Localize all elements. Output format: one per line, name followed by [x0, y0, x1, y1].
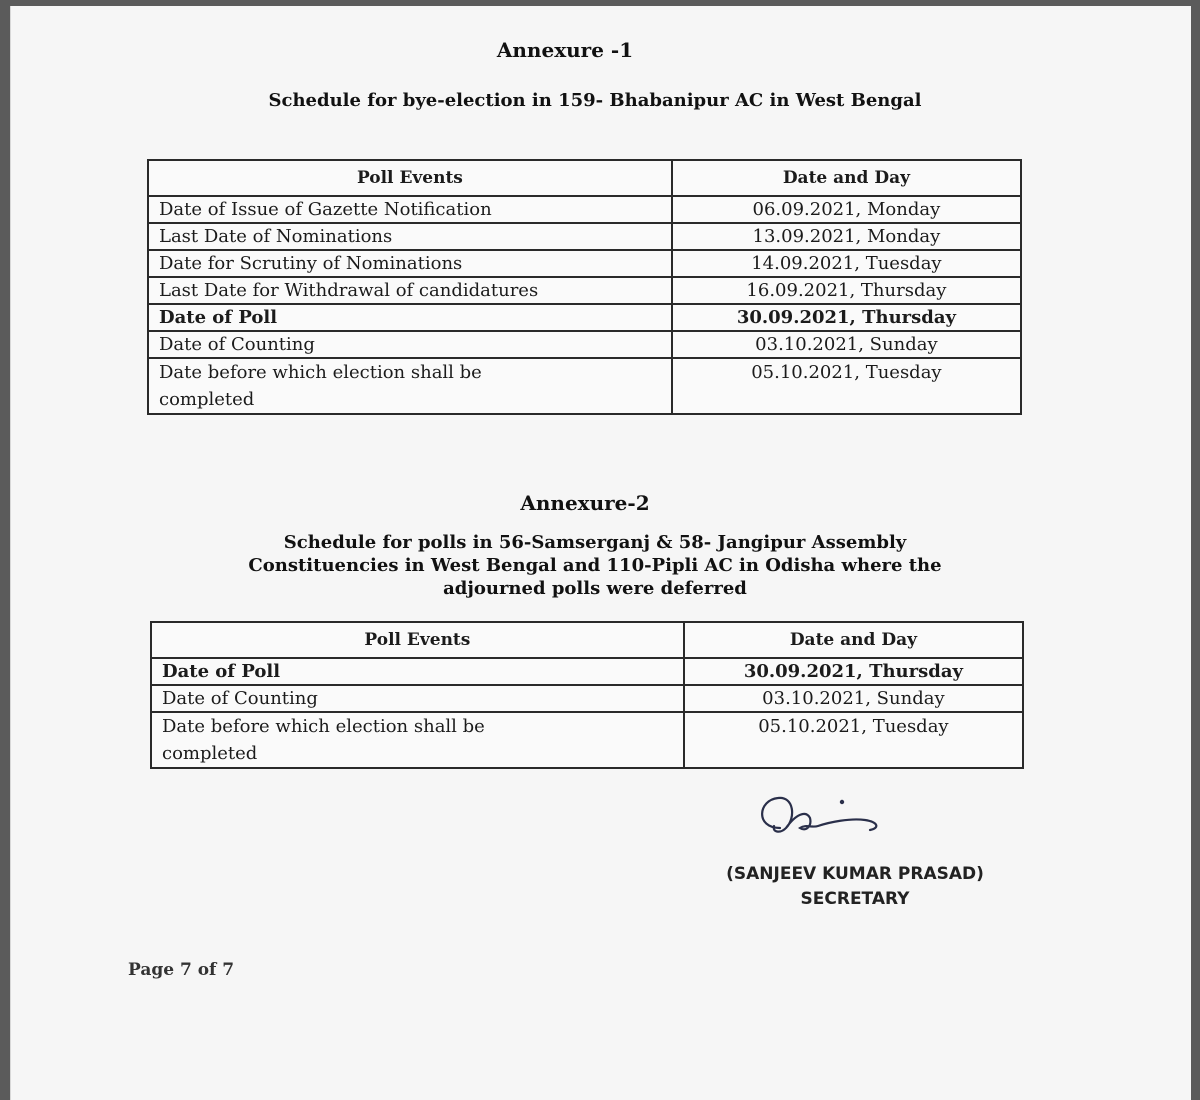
poll-event: Last Date of Nominations: [148, 223, 672, 250]
signatory-designation: SECRETARY: [800, 889, 910, 909]
column-header-poll-events: Poll Events: [151, 622, 684, 658]
signatory-block: [660, 862, 1050, 912]
annexure-1-subtitle: Schedule for bye-election in 159- Bhabanipur AC in West Bengal: [268, 90, 922, 111]
table-row: [148, 358, 1021, 414]
poll-event: Date of Issue of Gazette Notification: [148, 196, 672, 223]
poll-event: Date before which election shall be completed: [148, 358, 672, 414]
table-header-row: [148, 160, 1021, 196]
annexure-2-title: Annexure-2: [520, 491, 650, 515]
table-header-row: [151, 622, 1023, 658]
event-date: 13.09.2021, Monday: [672, 223, 1021, 250]
table-row-highlight: [148, 304, 1021, 331]
table-row-highlight: [151, 658, 1023, 685]
poll-event: Date for Scrutiny of Nominations: [148, 250, 672, 277]
event-date: 30.09.2021, Thursday: [684, 658, 1023, 685]
column-header-date-and-day: Date and Day: [672, 160, 1021, 196]
event-date: 05.10.2021, Tuesday: [672, 358, 1021, 414]
subtitle-line: adjourned polls were deferred: [443, 578, 747, 599]
subtitle-line: Schedule for polls in 56-Samserganj & 58- Jangipur Assembly: [283, 532, 907, 553]
table-row: [148, 223, 1021, 250]
event-date: 05.10.2021, Tuesday: [684, 712, 1023, 768]
event-date: 30.09.2021, Thursday: [672, 304, 1021, 331]
page-number: Page 7 of 7: [128, 960, 235, 980]
event-date: 03.10.2021, Sunday: [672, 331, 1021, 358]
subtitle-line: Constituencies in West Bengal and 110-Pipli AC in Odisha where the: [248, 555, 942, 576]
event-date: 16.09.2021, Thursday: [672, 277, 1021, 304]
handwritten-signature: [750, 788, 920, 848]
annexure-2-table: [150, 621, 1024, 769]
table-row: [148, 331, 1021, 358]
table-row: [148, 277, 1021, 304]
poll-event: Last Date for Withdrawal of candidatures: [148, 277, 672, 304]
event-date: 14.09.2021, Tuesday: [672, 250, 1021, 277]
column-header-date-and-day: Date and Day: [684, 622, 1023, 658]
annexure-1-table: [147, 159, 1022, 415]
table-row: [148, 196, 1021, 223]
annexure-1-title: Annexure -1: [496, 38, 634, 62]
event-date: 03.10.2021, Sunday: [684, 685, 1023, 712]
column-header-poll-events: Poll Events: [148, 160, 672, 196]
signatory-name: (SANJEEV KUMAR PRASAD): [726, 864, 984, 884]
poll-event: Date before which election shall be completed: [151, 712, 684, 768]
annexure-2-subtitle: [130, 531, 1060, 600]
poll-event: Date of Counting: [148, 331, 672, 358]
poll-event: Date of Counting: [151, 685, 684, 712]
poll-event: Date of Poll: [148, 304, 672, 331]
event-date: 06.09.2021, Monday: [672, 196, 1021, 223]
table-row: [148, 250, 1021, 277]
table-row: [151, 712, 1023, 768]
poll-event: Date of Poll: [151, 658, 684, 685]
table-row: [151, 685, 1023, 712]
